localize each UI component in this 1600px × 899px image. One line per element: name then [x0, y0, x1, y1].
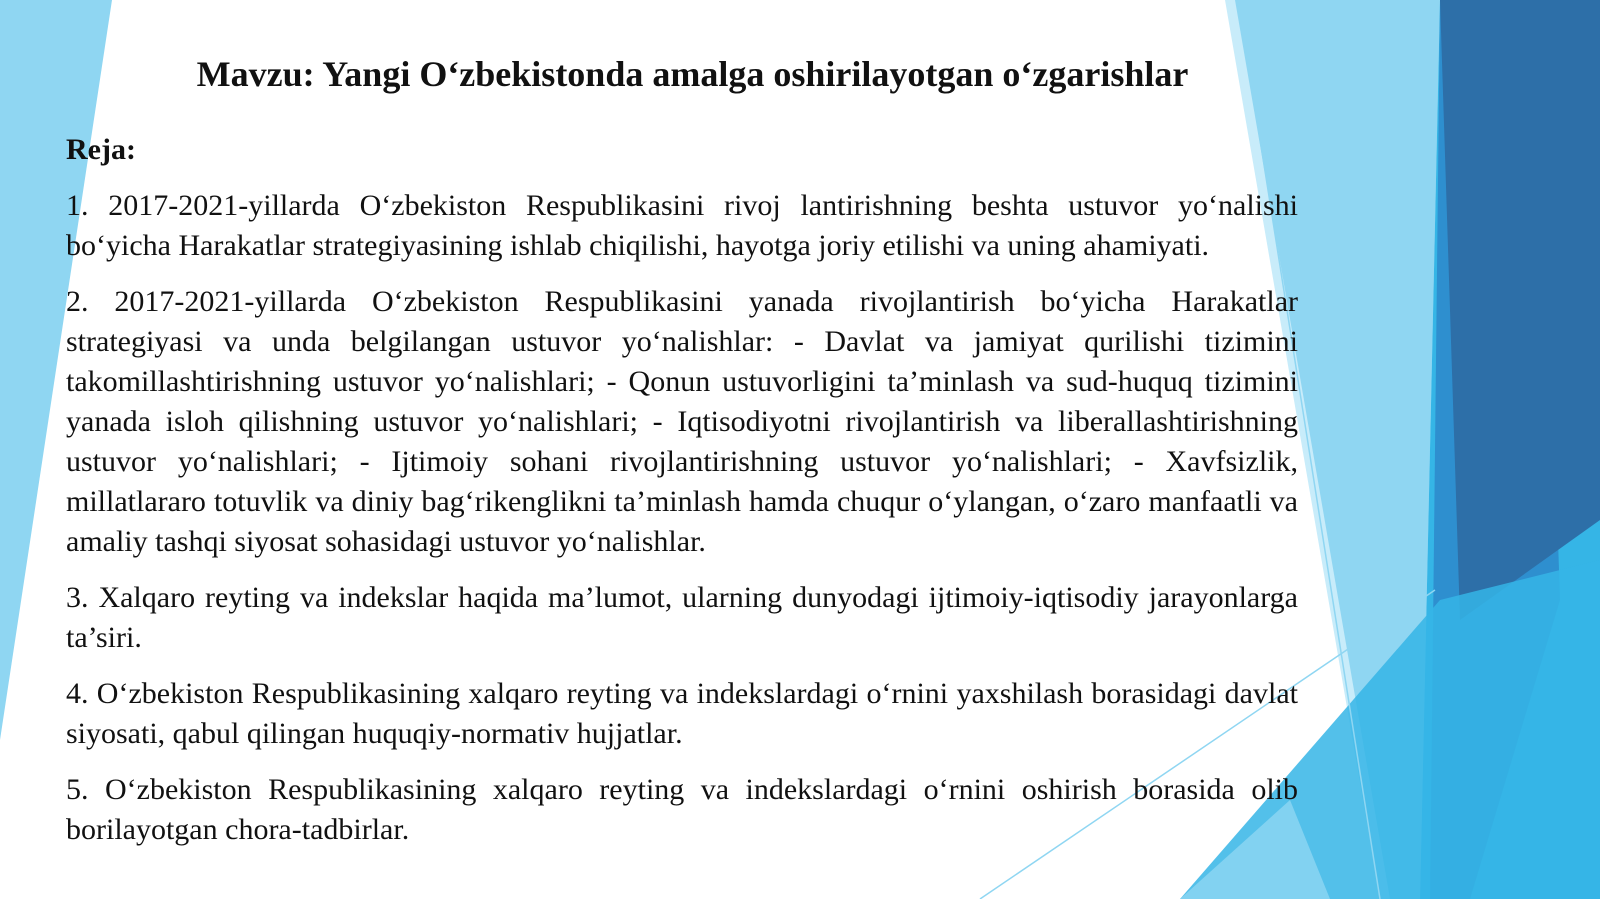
list-item: 3. Xalqaro reyting va indekslar haqida ma’lumot, ularning dunyodagi ijtimoiy-iqtisodiy jarayonlarga ta’siri. [66, 581, 1298, 654]
list-item: 4. O‘zbekiston Respublikasining xalqaro reyting va indekslardagi o‘rnini yaxshilash borasidagi davlat siyosati, qabul qilingan huquqiy-normativ hujjatlar. [66, 677, 1298, 750]
list-item: 5. O‘zbekiston Respublikasining xalqaro reyting va indekslardagi o‘rnini oshirish borasida olib borilayotgan chora-tadbirlar. [66, 773, 1298, 846]
plan-list [66, 186, 1298, 866]
list-item: 2. 2017-2021-yillarda O‘zbekiston Respublikasini yanada rivojlantirish bo‘yicha Harakatlar strategiyasi va unda belgilangan ustuvor yo‘nalishlar: - Davlat va jamiyat qurilishi tizimini takomillashtirishning ustuvor yo‘nalishlari; - Qonun ustuvorligini ta’minlash va sud-huquq tizimini yanada isloh qilishning ustuvor yo‘nalishlari; - Iqtisodiyotni rivojlantirish va liberallashtirishning ustuvor yo‘nalishlari; - Ijtimoiy sohani rivojlantirishning ustuvor yo‘nalishlari; - Xavfsizlik, millatlararo totuvlik va diniy bag‘rikenglikni ta’minlash hamda chuqur o‘ylangan, o‘zaro manfaatli va amaliy tashqi siyosat sohasidagi ustuvor yo‘nalishlar. [66, 285, 1298, 558]
list-item: 1. 2017-2021-yillarda O‘zbekiston Respublikasini rivoj lantirishning beshta ustuvor yo‘nalishi bo‘yicha Harakatlar strategiyasining ishlab chiqilishi, hayotga joriy etilishi va uning ahamiyati. [66, 189, 1298, 262]
plan-heading: Reja: [66, 133, 136, 166]
slide-title: Mavzu: Yangi O‘zbekistonda amalga oshirilayotgan o‘zgarishlar [196, 54, 1189, 94]
